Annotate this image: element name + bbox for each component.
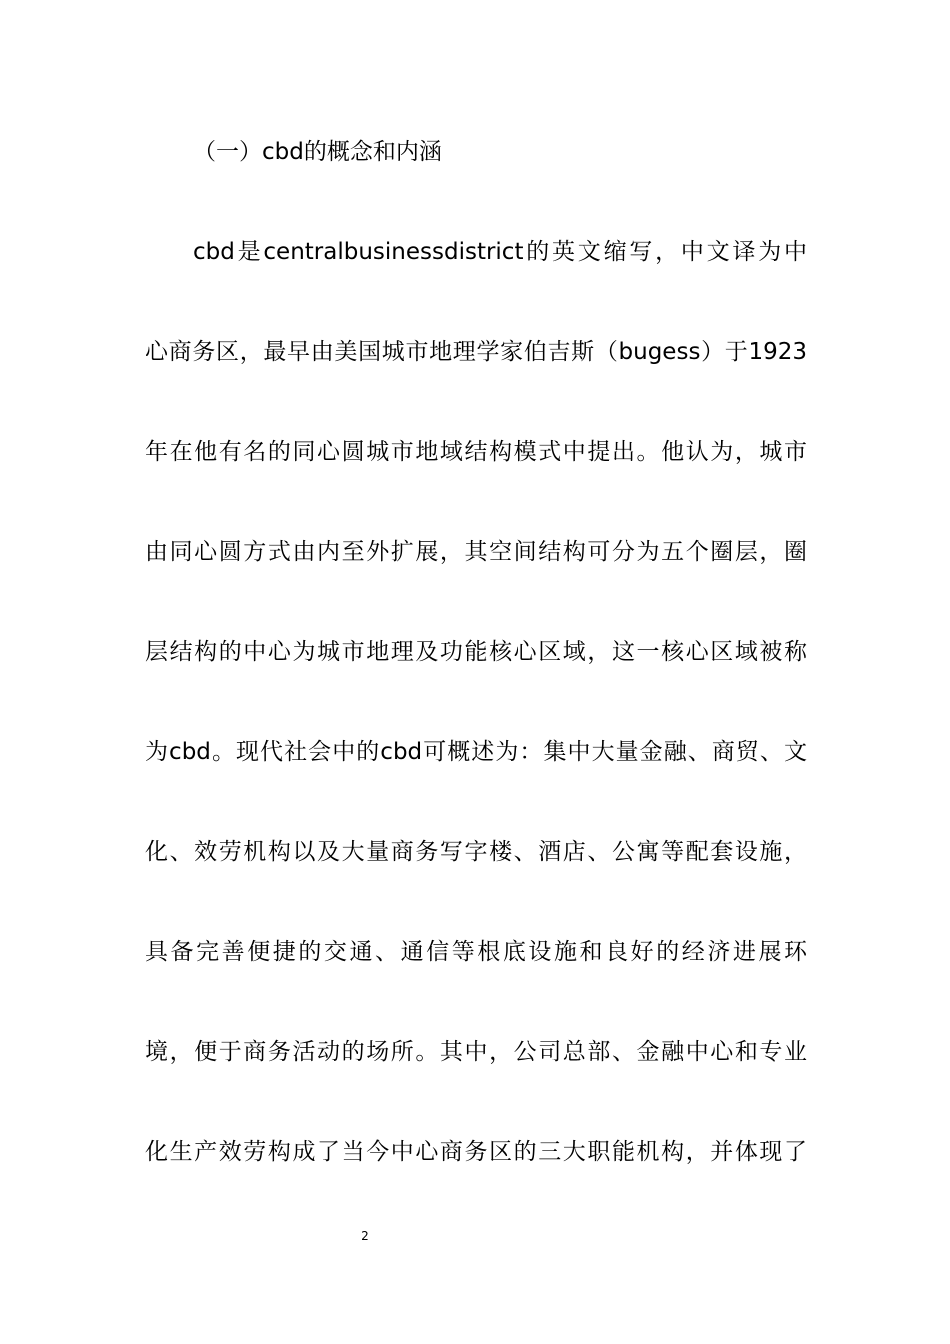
paragraph-line-10: 化生产效劳构成了当今中心商务区的三大职能机构，并体现了 xyxy=(145,1139,807,1165)
paragraph-line-9: 境，便于商务活动的场所。其中，公司总部、金融中心和专业 xyxy=(145,1039,807,1065)
paragraph-line-8: 具备完善便捷的交通、通信等根底设施和良好的经济进展环 xyxy=(145,939,807,965)
section-heading: （一）cbd的概念和内涵 xyxy=(193,139,442,165)
paragraph-line-1: cbd是centralbusinessdistrict的英文缩写，中文译为中 xyxy=(193,239,807,265)
paragraph-line-7: 化、效劳机构以及大量商务写字楼、酒店、公寓等配套设施， xyxy=(145,839,807,865)
paragraph-line-4: 由同心圆方式由内至外扩展，其空间结构可分为五个圈层，圈 xyxy=(145,539,807,565)
page-number: 2 xyxy=(361,1229,369,1243)
paragraph-line-5: 层结构的中心为城市地理及功能核心区域，这一核心区域被称 xyxy=(145,639,807,665)
paragraph-line-6: 为cbd。现代社会中的cbd可概述为：集中大量金融、商贸、文 xyxy=(145,739,807,765)
paragraph-line-3: 年在他有名的同心圆城市地域结构模式中提出。他认为，城市 xyxy=(145,439,807,465)
paragraph-line-2: 心商务区，最早由美国城市地理学家伯吉斯（bugess）于1923 xyxy=(145,339,807,365)
